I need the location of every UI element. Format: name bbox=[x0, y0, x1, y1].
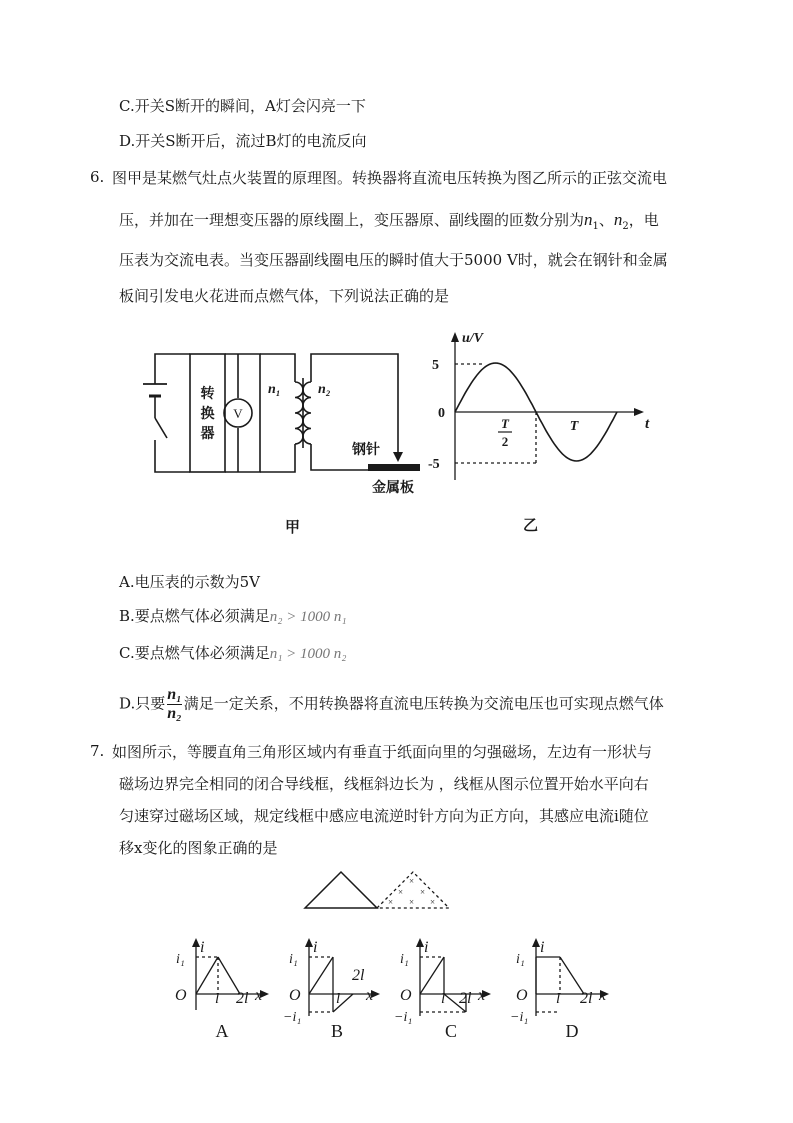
q7-stem-line2: 磁场边界完全相同的闭合导线框，线框斜边长为 ，线框从图示位置开始水平向右 bbox=[119, 775, 649, 793]
q6-option-b: B.要点燃气体必须满足n₂ > 1000 n₁ bbox=[119, 607, 347, 625]
svg-text:i: i bbox=[313, 939, 318, 956]
svg-text:x: x bbox=[255, 987, 263, 1004]
graph-c bbox=[394, 938, 491, 1041]
n1-label: n₁ bbox=[268, 382, 281, 397]
svg-text:×: × bbox=[430, 897, 436, 907]
voltmeter-label: V bbox=[233, 406, 243, 421]
svg-text:O: O bbox=[516, 987, 528, 1004]
svg-text:−i₁: −i₁ bbox=[510, 1010, 529, 1025]
svg-text:×: × bbox=[420, 887, 426, 897]
svg-text:2l: 2l bbox=[352, 967, 365, 984]
svg-text:2l: 2l bbox=[459, 990, 472, 1007]
svg-text:i₁: i₁ bbox=[289, 952, 298, 967]
needle-label: 钢针 bbox=[352, 442, 380, 458]
q5-option-c: C.开关S断开的瞬间，A灯会闪亮一下 bbox=[119, 97, 366, 115]
q6-stem-line3: 压表为交流电表。当变压器副线圈电压的瞬时值大于5000 V时，就会在钢针和金属 bbox=[119, 251, 668, 269]
svg-text:−i₁: −i₁ bbox=[283, 1010, 302, 1025]
q5-option-d: D.开关S断开后，流过B灯的电流反向 bbox=[119, 132, 367, 150]
svg-text:×: × bbox=[388, 897, 394, 907]
q6-option-a: A.电压表的示数为5V bbox=[119, 573, 260, 591]
svg-text:2l: 2l bbox=[236, 990, 249, 1007]
svg-text:i: i bbox=[540, 939, 545, 956]
svg-text:x: x bbox=[478, 987, 486, 1004]
graph-origin-label: 0 bbox=[438, 406, 445, 421]
svg-text:O: O bbox=[289, 987, 301, 1004]
svg-text:×: × bbox=[409, 876, 415, 886]
svg-text:i₁: i₁ bbox=[400, 952, 409, 967]
svg-text:−i₁: −i₁ bbox=[394, 1010, 413, 1025]
q6-option-c: C.要点燃气体必须满足n₁ > 1000 n₂ bbox=[119, 644, 347, 662]
graph-ymin-label: -5 bbox=[428, 457, 440, 472]
converter-label-3: 器 bbox=[200, 426, 215, 442]
svg-text:i: i bbox=[200, 939, 205, 956]
q6-stem-line1: 图甲是某燃气灶点火装置的原理图。转换器将直流电压转换为图乙所示的正弦交流电 bbox=[112, 169, 668, 187]
graph-period-label: T bbox=[569, 419, 579, 434]
svg-text:i: i bbox=[424, 939, 429, 956]
q6-stem-line4: 板间引发电火花进而点燃气体，下列说法正确的是 bbox=[119, 287, 450, 305]
q6-stem-line2: 压，并加在一理想变压器的原线圈上，变压器原、副线圈的匝数分别为$n_1$、$n_2$，电 bbox=[119, 210, 659, 232]
graph-y-label: u/V bbox=[462, 331, 484, 346]
svg-text:O: O bbox=[175, 987, 187, 1004]
q7-stem-line1: 如图所示，等腰直角三角形区域内有垂直于纸面向里的匀强磁场，左边有一形状与 bbox=[112, 743, 653, 761]
q7-stem-line3: 匀速穿过磁场区域，规定线框中感应电流逆时针方向为正方向，其感应电流i随位 bbox=[119, 807, 649, 825]
q6-number: 6. bbox=[90, 168, 105, 186]
graph-c-label: C bbox=[444, 1021, 458, 1041]
graph-a-label: A bbox=[215, 1021, 229, 1041]
svg-text:l: l bbox=[441, 991, 446, 1007]
svg-text:l: l bbox=[215, 991, 220, 1007]
svg-text:i₁: i₁ bbox=[516, 952, 525, 967]
q7-number: 7. bbox=[90, 742, 105, 760]
caption-yi: 乙 bbox=[523, 516, 539, 534]
graph-d-label: D bbox=[565, 1021, 579, 1041]
q6-option-d: D.只要 $\frac{\text{n₁}}{\text{n₂}}$ 满足一定关系，不用转换器将直流电压转换为交流电压也可实现点燃气体 bbox=[119, 686, 664, 722]
plate-label: 金属板 bbox=[372, 480, 414, 496]
graph-half-period-top: T bbox=[501, 416, 509, 431]
caption-jia: 甲 bbox=[285, 518, 301, 536]
graph-half-period-bottom: 2 bbox=[501, 434, 509, 449]
graph-b-label: B bbox=[330, 1021, 344, 1041]
svg-text:x: x bbox=[599, 987, 607, 1004]
graph-d bbox=[510, 938, 609, 1041]
svg-text:l: l bbox=[336, 991, 341, 1007]
svg-text:×: × bbox=[398, 887, 404, 897]
svg-text:O: O bbox=[400, 987, 412, 1004]
svg-text:2l: 2l bbox=[580, 990, 593, 1007]
svg-text:l: l bbox=[556, 991, 561, 1007]
graph-ymax-label: 5 bbox=[432, 358, 439, 373]
graph-a bbox=[175, 938, 269, 1041]
graph-b bbox=[283, 938, 380, 1041]
graph-x-label: t bbox=[645, 416, 650, 432]
converter-label-1: 转 bbox=[200, 386, 215, 402]
n2-label: n₂ bbox=[318, 382, 331, 397]
converter-label-2: 换 bbox=[200, 406, 215, 422]
svg-text:i₁: i₁ bbox=[176, 952, 185, 967]
svg-text:×: × bbox=[409, 897, 415, 907]
svg-text:x: x bbox=[366, 987, 374, 1004]
q7-stem-line4: 移x变化的图象正确的是 bbox=[119, 839, 278, 857]
